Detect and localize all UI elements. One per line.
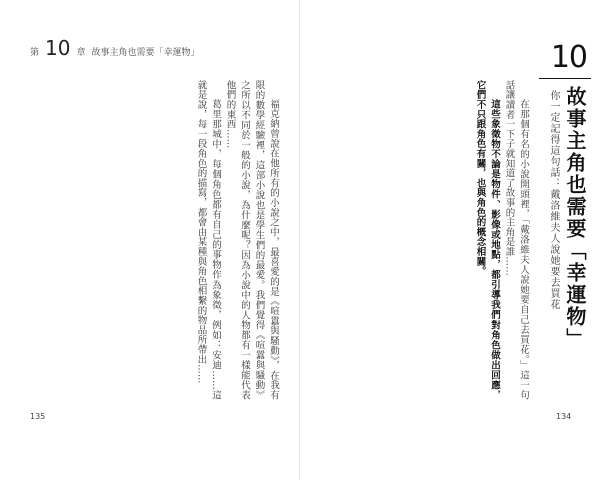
page-number-right: 134 <box>556 412 572 421</box>
chapter-rule <box>539 78 591 79</box>
left-body-text <box>30 80 280 400</box>
running-head <box>30 36 200 60</box>
left-paragraph-1: 福克納曾說在他所有的小說之中，最喜愛的是《喧囂與騷動》，在我有限的數學經驗裡，這部小說也是學生們的最愛。我們覺得《喧囂與騷動》之所以不同於一般的小說，為什麼呢？因為小說中的人物都有一樣能代表他們的東西…… <box>224 80 279 400</box>
chapter-prefix: 第 <box>30 48 40 58</box>
page-number-left: 135 <box>30 412 46 421</box>
right-paragraph-2 <box>472 80 501 400</box>
right-paragraph-1: 在那個有名的小說開頭裡，「戴洛維夫人說她要自己去買花。」這一句話讓讀者一下子就知道了故事的主角是誰…… <box>503 80 529 400</box>
running-head-title: 故事主角也需要「幸運物」 <box>91 48 200 58</box>
chapter-heading-block <box>533 40 595 370</box>
chapter-number-small: 10 <box>45 36 71 60</box>
chapter-subtitle: 你一定記得這句話：戴洛維夫人說她要去買花 <box>548 90 559 310</box>
bold-phrase: 這些象徵物不論是物件、影像或地點，都引導我們對角色做出回應，它們不只跟角色有關，也與角色的概念相關。 <box>474 80 500 400</box>
chapter-suffix: 章 <box>76 48 86 58</box>
right-body-text <box>312 80 530 400</box>
right-page <box>300 0 600 480</box>
chapter-number: 10 <box>550 40 587 75</box>
chapter-title: 故事主角也需要「幸運物」 <box>563 86 587 350</box>
left-paragraph-2: 葛里那城中，每個角色都有自己的事物作為象徵，例如：安迪……這就是說，每一段角色的描寫，都會由某種與角色相繫的物品所帶出…… <box>195 80 221 400</box>
